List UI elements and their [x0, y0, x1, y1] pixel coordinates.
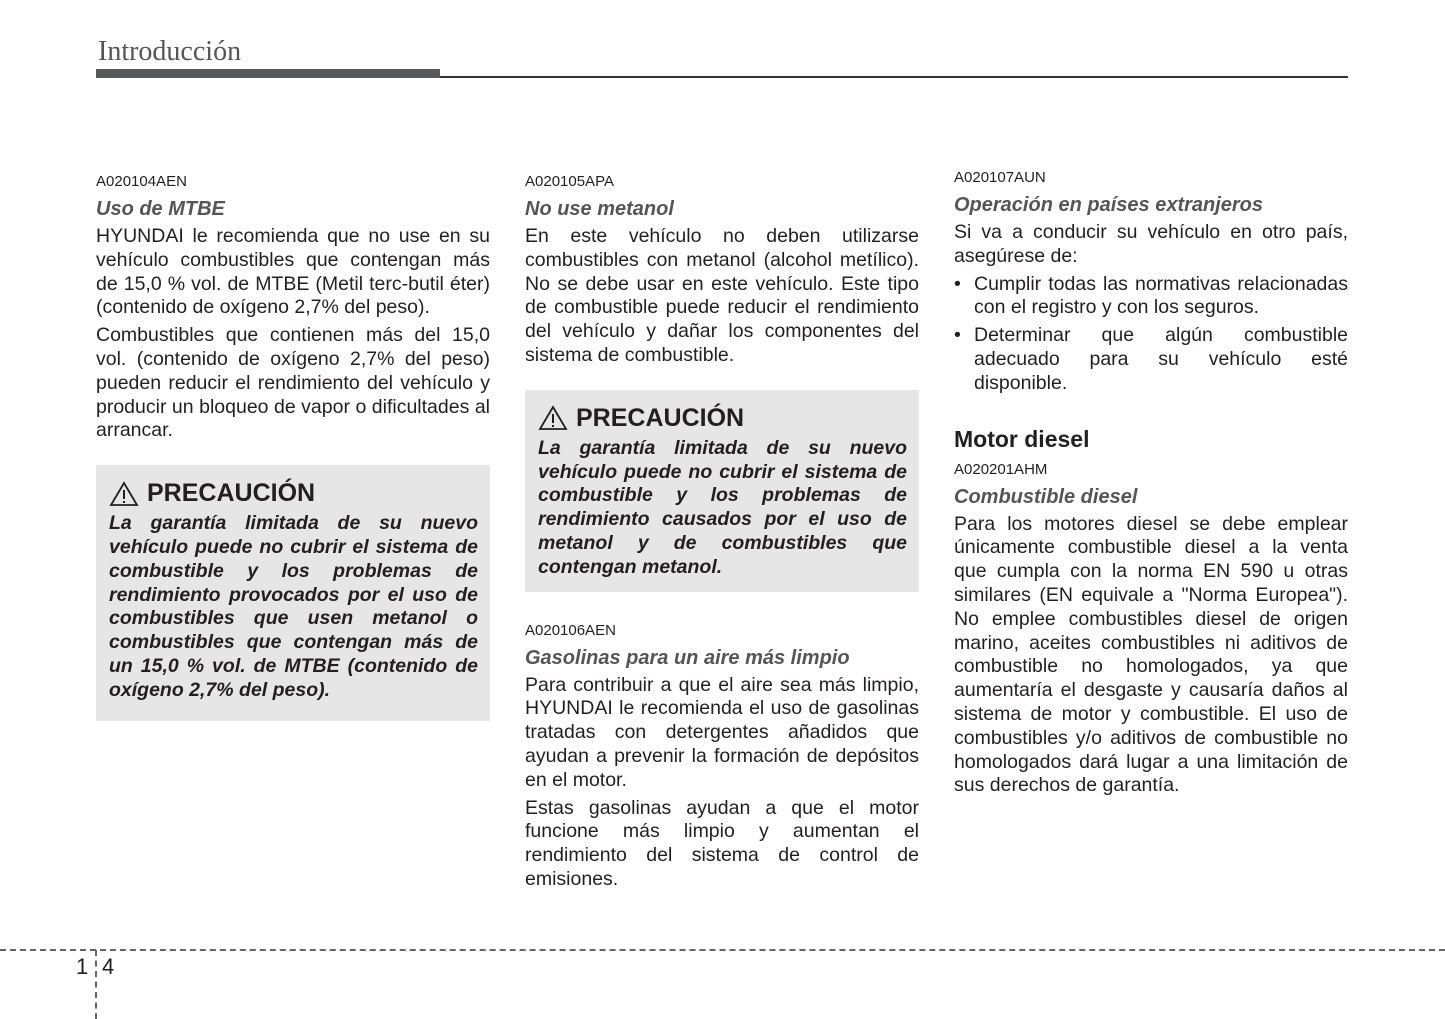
- page-header-title: Introducción: [98, 36, 242, 67]
- paragraph: HYUNDAI le recomienda que no use en su vehículo combustibles que contengan más de 15,0 % vol. de MTBE (Metil terc-butil éter) (contenido de oxígeno 2,7% del peso).: [96, 225, 490, 319]
- section-code: A020106AEN: [525, 621, 616, 639]
- left-column: [96, 173, 490, 721]
- footer-dashed-divider: [95, 950, 97, 1019]
- footer-dashed-rule: [0, 949, 1445, 951]
- paragraph: En este vehículo no deben utilizarse combustibles con metanol (alcohol metílico). No se debe usar en este vehículo. Este tipo de combustible puede reducir el rendimiento del vehículo y dañar los componentes del sistema de combustible.: [525, 225, 919, 366]
- section-heading: Motor diesel: [954, 425, 1090, 452]
- paragraph: Para los motores diesel se debe emplear únicamente combustible diesel a la venta que cumpla con la norma EN 590 u otras similares (EN equivale a "Norma Europea"). No emplee combustibles diesel de origen marino, aceites combustibles ni aditivos de combustible no homologados, ya que aumentaría el desgaste y causaría daños al sistema de motor y combustible. El uso de combustibles y/o aditivos de combustible no homologados dará lugar a una limitación de sus derechos de garantía.: [954, 512, 1348, 797]
- section-subtitle: No use metanol: [525, 198, 674, 220]
- paragraph: Estas gasolinas ayudan a que el motor funcione más limpio y aumentan el rendimiento del sistema de control de emisiones.: [525, 796, 919, 890]
- caution-text: La garantía limitada de su nuevo vehículo puede no cubrir el sistema de combustible y los problemas de rendimiento provocados por el uso de combustibles que usen metanol o combustibles que contengan más de un 15,0 % vol. de MTBE (contenido de oxígeno 2,7% del peso).: [109, 512, 478, 701]
- page-number: 4: [102, 954, 115, 979]
- list-item: • Determinar que algún combustible adecuado para su vehículo esté disponible.: [954, 324, 1348, 395]
- right-column: [954, 169, 1348, 802]
- paragraph: Si va a conducir su vehículo en otro país, asegúrese de:: [954, 221, 1348, 267]
- bullet-list: [954, 273, 1348, 396]
- section-subtitle: Operación en países extranjeros: [954, 194, 1264, 216]
- caution-box: [525, 390, 919, 592]
- caution-title: PRECAUCIÓN: [147, 479, 316, 508]
- warning-icon: [109, 481, 139, 507]
- section-number: 1: [76, 954, 89, 979]
- caution-title: PRECAUCIÓN: [576, 403, 745, 432]
- caution-text: La garantía limitada de su nuevo vehículo puede no cubrir el sistema de combustible y los problemas de rendimiento causados por el uso de metanol y de combustibles que contengan metanol.: [538, 436, 907, 578]
- section-code: A020105APA: [525, 173, 614, 190]
- paragraph: Para contribuir a que el aire sea más limpio, HYUNDAI le recomienda el uso de gasolinas tratadas con detergentes añadidos que ayudan a prevenir la formación de depósitos en el motor.: [525, 673, 919, 791]
- paragraph: Combustibles que contienen más del 15,0 vol. (contenido de oxígeno 2,7% del peso) pueden reducir el rendimiento del vehículo y producir un bloqueo de vapor o dificultades al arrancar.: [96, 324, 490, 442]
- header-bar: [96, 69, 440, 78]
- warning-icon: [538, 405, 568, 431]
- section-subtitle: Combustible diesel: [954, 485, 1138, 508]
- section-code: A020104AEN: [96, 173, 187, 190]
- middle-column: [525, 173, 919, 896]
- section-subtitle: Gasolinas para un aire más limpio: [525, 646, 850, 669]
- caution-box: [96, 465, 490, 720]
- header-rule: [440, 76, 1348, 78]
- list-item: • Cumplir todas las normativas relacionadas con el registro y con los seguros.: [954, 273, 1348, 321]
- section-code: A020201AHM: [954, 460, 1048, 478]
- section-subtitle: Uso de MTBE: [96, 198, 225, 220]
- section-code: A020107AUN: [954, 169, 1046, 186]
